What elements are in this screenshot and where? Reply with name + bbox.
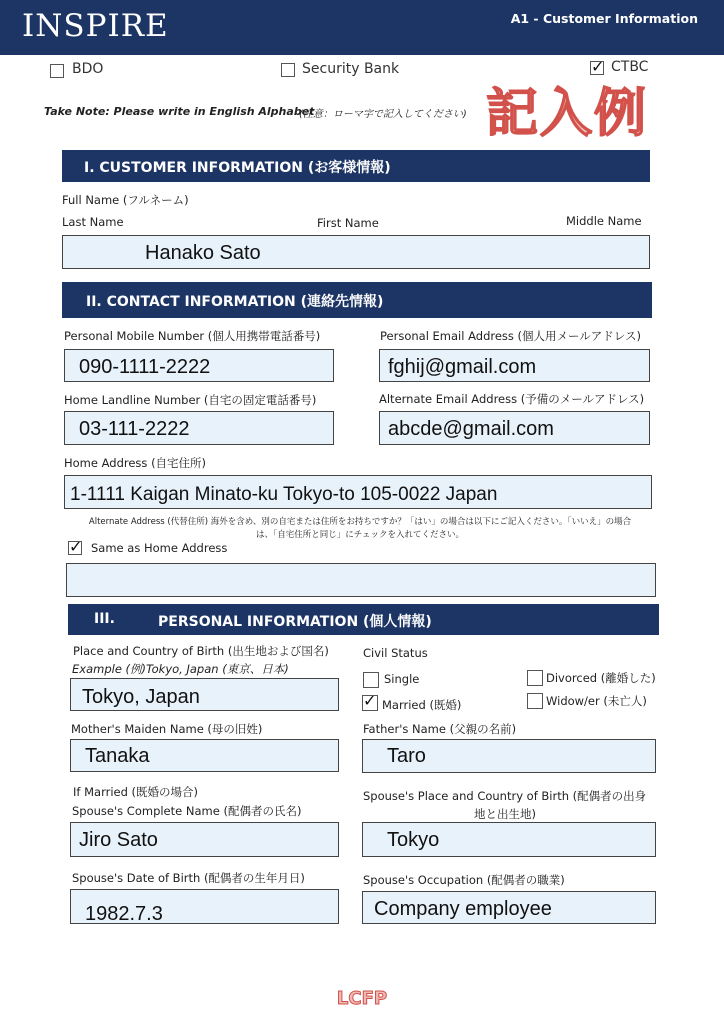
footer-mark: LCFP [336,988,388,1009]
spouse-name-label: Spouse's Complete Name (配偶者の氏名) [72,804,302,818]
civil-status-label: Civil Status [363,646,428,660]
bdo-label: BDO [72,61,104,77]
full-name-field[interactable]: Hanako Sato [62,235,650,269]
alt-address-field[interactable] [66,563,656,597]
same-as-home-label: Same as Home Address [91,541,228,555]
married-checkbox[interactable] [362,695,378,711]
alt-email-field[interactable]: abcde@gmail.com [379,411,650,445]
birth-example: Example (例)Tokyo, Japan (東京、日本) [72,662,289,676]
single-label: Single [384,672,420,686]
document-title: A1 - Customer Information [510,11,698,26]
birth-label: Place and Country of Birth (出生地および国名) [73,644,329,658]
mother-field[interactable]: Tanaka [70,739,339,772]
spouse-dob-field[interactable]: 1982.7.3 [70,889,339,924]
full-name-label: Full Name (フルネーム) [62,193,189,207]
spouse-occupation-label: Spouse's Occupation (配偶者の職業) [363,873,565,887]
if-married-label: If Married (既婚の場合) [73,785,199,799]
birth-field[interactable]: Tokyo, Japan [70,678,339,711]
widow-checkbox[interactable] [527,693,543,709]
spouse-birthplace-field[interactable]: Tokyo [362,822,656,857]
spouse-occupation-field[interactable]: Company employee [362,891,656,924]
landline-field[interactable]: 03-111-2222 [64,411,334,445]
email-field[interactable]: fghij@gmail.com [379,349,650,382]
mobile-label: Personal Mobile Number (個人用携帯電話番号) [64,329,321,343]
ctbc-checkbox[interactable] [590,61,604,75]
inspire-logo: INSPIRE [22,8,169,44]
section-personal-info [68,604,659,635]
security-bank-checkbox[interactable] [281,63,295,77]
home-address-field[interactable]: 1-1111 Kaigan Minato-ku Tokyo-to 105-0022 Japan [64,475,652,509]
first-name-label: First Name [317,216,379,230]
sample-stamp: 記入例 [486,84,649,144]
father-field[interactable]: Taro [362,739,656,773]
landline-label: Home Landline Number (自宅の固定電話番号) [64,393,317,407]
widow-label: Widow/er (未亡人) [546,694,647,708]
single-checkbox[interactable] [363,672,379,688]
home-address-label: Home Address (自宅住所) [64,456,207,470]
security-bank-label: Security Bank [302,61,400,77]
divorced-label: Divorced (離婚した) [546,671,656,685]
section-customer-info: I. CUSTOMER INFORMATION (お客様情報) [62,150,650,182]
same-as-home-checkbox[interactable] [68,541,82,555]
middle-name-label: Middle Name [566,214,642,228]
spouse-dob-label: Spouse's Date of Birth (配偶者の生年月日) [72,871,305,885]
email-label: Personal Email Address (個人用メールアドレス) [380,329,641,343]
alt-address-note: Alternate Address (代替住所) 海外を含め、別の自宅または住所をお持ちですか？「はい」の場合は以下にご記入ください。「いいえ」の場合 [88,517,632,527]
ctbc-label: CTBC [611,59,649,75]
spouse-birthplace-label-2: 地と出生地) [474,807,536,821]
married-label: Married (既婚) [382,698,462,712]
bdo-checkbox[interactable] [50,64,64,78]
last-name-label: Last Name [62,215,124,229]
section-personal-number: III. [94,611,115,627]
section-personal-title: PERSONAL INFORMATION (個人情報) [158,614,432,630]
section-contact-info: II. CONTACT INFORMATION (連絡先情報) [62,282,652,318]
divorced-checkbox[interactable] [527,670,543,686]
mother-label: Mother's Maiden Name (母の旧姓) [71,722,263,736]
spouse-name-field[interactable]: Jiro Sato [70,822,339,857]
father-label: Father's Name (父親の名前) [363,722,517,736]
take-note-jp: (注意：ローマ字で記入してください) [299,109,467,120]
mobile-field[interactable]: 090-1111-2222 [64,349,334,382]
alt-address-note-2: は、「自宅住所と同じ」にチェックを入れてください。 [256,530,464,540]
alt-email-label: Alternate Email Address (予備のメールアドレス) [379,392,645,406]
spouse-birthplace-label: Spouse's Place and Country of Birth (配偶者の出身 [363,789,647,803]
take-note: Take Note: Please write in English Alphabet [44,105,315,118]
